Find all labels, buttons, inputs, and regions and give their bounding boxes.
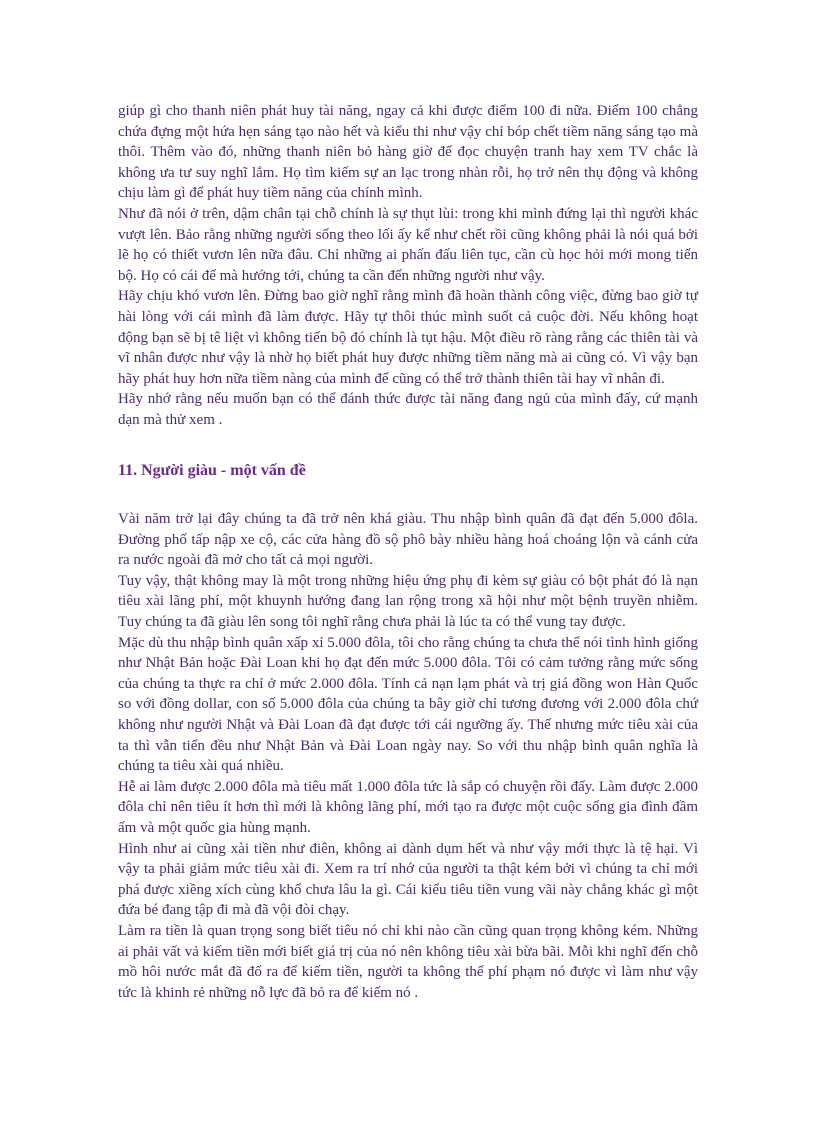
document-page <box>118 101 698 1003</box>
section-11-body <box>118 509 698 1003</box>
paragraph: Như đã nói ở trên, dậm chân tại chỗ chính là sự thụt lùi: trong khi mình đứng lại thì người khác vượt lên. Bảo rằng những người sống theo lối ấy kể như chết rồi cũng không phải là nói quá bởi lẽ họ có thiết vươn lên nữa đâu. Chỉ những ai phấn đấu liên tục, cần cù học hỏi mới mong tiến bộ. Họ có cái để mà hướng tới, chúng ta cần đến những người như vậy. <box>118 205 698 284</box>
section-heading: 11. Người giàu - một vấn đề <box>118 461 306 479</box>
paragraph: Hãy nhớ rằng nếu muốn bạn có thể đánh thức được tài năng đang ngủ của mình đấy, cứ mạnh dạn mà thử xem . <box>118 391 698 428</box>
paragraph: Vài năm trở lại đây chúng ta đã trở nên khá giàu. Thu nhập bình quân đã đạt đến 5.000 đôla. Đường phố tấp nập xe cộ, các cửa hàng đồ sộ phô bày nhiều hàng hoá choáng lộn và cánh cửa ra nước ngoài đã mở cho tất cả mọi người. <box>118 511 698 569</box>
paragraph: Tuy vậy, thật không may là một trong những hiệu ứng phụ đi kèm sự giàu có bột phát đó là nạn tiêu xài lãng phí, một khuynh hướng đang lan rộng trong xã hội như một bệnh truyền nhiễm. Tuy chúng ta đã giàu lên song tôi nghĩ rằng chưa phải là lúc ta có thể vung tay được. <box>118 572 698 631</box>
spacer <box>118 431 698 461</box>
section-top <box>118 101 698 431</box>
paragraph: Hình như ai cũng xài tiền như điên, không ai dành dụm hết và như vậy mới thực là tệ hại. Vì vậy ta phải giảm mức tiêu xài đi. Xem ra trí nhớ của người ta thật kém bởi vì chúng ta chỉ mới phá được xiềng xích cùng khổ chưa lâu la gì. Cái kiểu tiêu tiền vung vãi này chẳng khác gì một đứa bé đang tập đi mà đã vội đòi chạy. <box>118 840 698 919</box>
paragraph: Mặc dù thu nhập bình quân xấp xỉ 5.000 đôla, tôi cho rằng chúng ta chưa thể nói tình hình giống như Nhật Bản hoặc Đài Loan khi họ đạt đến mức 5.000 đôla. Tôi có cảm tưởng rằng mức sống của chúng ta thực ra chỉ ở mức 2.000 đôla. Tính cả nạn lạm phát và trị giá đồng won Hàn Quốc so với đồng dollar, con số 5.000 đôla của chúng ta bây giờ chỉ tương đương với 2.000 đôla chứ không như người Nhật và Đài Loan đã đạt được tới cái ngưỡng ấy. Thế nhưng mức tiêu xài của ta thì vẫn tiến đều như Nhật Bản và Đài Loan ngày nay. So với thu nhập bình quân nghĩa là chúng ta tiêu xài quá nhiều. <box>118 634 698 775</box>
paragraph: Làm ra tiền là quan trọng song biết tiêu nó chỉ khi nào cần cũng quan trọng không kém. Những ai phải vất vả kiếm tiền mới biết giá trị của nó nên không tiêu xài bừa bãi. Mỗi khi nghĩ đến chỗ mồ hôi nước mắt đã đổ ra để kiếm tiền, người ta không thể phí phạm nó được vì làm như vậy tức là khinh rẻ những nỗ lực đã bỏ ra để kiếm nó . <box>118 922 698 1001</box>
paragraph: Hãy chịu khó vươn lên. Đừng bao giờ nghĩ rằng mình đã hoàn thành công việc, đừng bao giờ tự hài lòng với cái mình đã làm được. Hãy tự thôi thúc mình suốt cả cuộc đời. Nếu không hoạt động bạn sẽ bị tê liệt vì không tiến bộ đó chính là tụt hậu. Một điều rõ ràng rằng các thiên tài và vĩ nhân được như vậy là nhờ họ biết phát huy được những tiềm năng mà ai cũng có. Vì vậy bạn hãy phát huy hơn nữa tiềm nàng của mình để cũng có thể trở thành thiên tài hay vĩ nhân đi. <box>118 288 698 387</box>
paragraph: giúp gì cho thanh niên phát huy tài năng, ngay cả khi được điểm 100 đi nữa. Điểm 100 chẳng chứa đựng một hứa hẹn sáng tạo nào hết và kiểu thi như vậy chỉ bóp chết tiềm năng sáng tạo mà thôi. Thêm vào đó, những thanh niên bỏ hàng giờ để đọc chuyện tranh hay xem TV chắc là không ưa tư suy nghĩ lắm. Họ tìm kiếm sự an lạc trong nhàn rỗi, họ trở nên thụ động và không chịu làm gì để phát huy tiềm năng của chính mình. <box>118 103 698 202</box>
spacer <box>118 481 698 509</box>
paragraph: Hễ ai làm được 2.000 đôla mà tiêu mất 1.000 đôla tức là sắp có chuyện rồi đấy. Làm được 2.000 đôla chỉ nên tiêu ít hơn thì mới là không lãng phí, mới tạo ra được một cuộc sống gia đình đầm ấm và một quốc gia hùng mạnh. <box>118 778 698 836</box>
